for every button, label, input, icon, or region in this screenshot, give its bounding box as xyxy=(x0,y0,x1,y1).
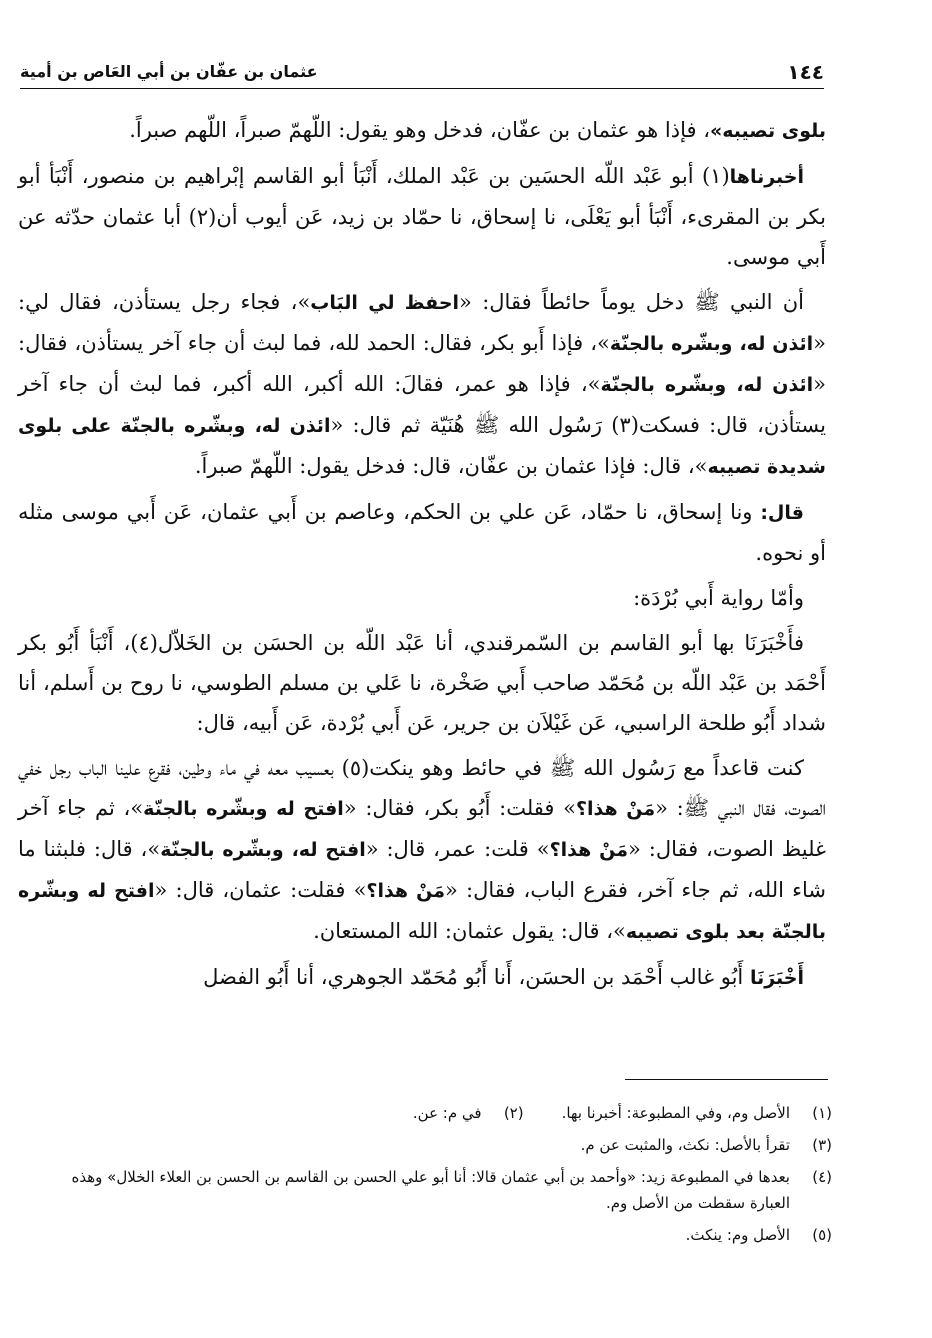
bold-text: افتح له وبشّره بالجنّة xyxy=(143,798,344,820)
footnote-number: (٣) xyxy=(812,1136,832,1154)
footnote-divider xyxy=(625,1079,828,1080)
footnote xyxy=(40,1164,832,1216)
text: »، قال: فلبثنا ما شاء الله، ثم جاء آخر، فقرع الباب، فقال: « xyxy=(18,837,826,902)
text: ، فإذا هو عثمان بن عفّان، فدخل وهو يقول: اللّهمّ صبراً، اللّهم صبراً. xyxy=(129,118,710,142)
paragraph xyxy=(18,282,826,487)
footnote-number: (٥) xyxy=(812,1226,832,1244)
text: »، ثم جاء آخر غليظ الصوت، فقال: « xyxy=(18,796,827,861)
text: »، قال: فإذا عثمان بن عفّان، قال: فدخل يقول: اللّهمّ صبراً. xyxy=(194,454,708,478)
bold-text: ائذن له، وبشّره بالجنّة xyxy=(600,374,814,396)
bold-text: أخبرناها xyxy=(729,166,804,188)
paragraph xyxy=(18,578,826,618)
bold-text: مَنْ هذا؟ xyxy=(575,798,656,820)
footnote-number: (١) xyxy=(812,1104,832,1122)
footnote xyxy=(40,1222,832,1248)
bold-text: مَنْ هذا؟ xyxy=(549,839,628,861)
text: كنت قاعداً مع رَسُول الله ﷺ في حائط وهو ينكت(٥) بعسيب معه في ماء وطين، فقرع علينا الباب رجل خفي الصوت، فقال النبي ﷺ: « xyxy=(18,756,826,820)
page-number: ١٤٤ xyxy=(787,60,824,84)
footnote xyxy=(40,1100,832,1126)
paragraph xyxy=(18,492,826,573)
footnotes xyxy=(40,1100,832,1254)
running-header xyxy=(20,58,824,89)
bold-text: افتح له، وبشّره بالجنّة xyxy=(160,839,366,861)
header-title: عثمان بن عفّان بن أبي العَاص بن أمية xyxy=(20,62,318,81)
footnote-number: (٤) xyxy=(812,1168,832,1186)
paragraph xyxy=(18,623,826,743)
footnote-number: (٢) xyxy=(503,1104,524,1122)
paragraph xyxy=(18,748,826,952)
text: » فقلت: عثمان، قال: « xyxy=(154,878,367,902)
bold-text: أَخْبَرَنَا xyxy=(749,967,804,989)
footnote-text: في م: عن. xyxy=(412,1104,482,1122)
text: »، قال: يقول عثمان: الله المستعان. xyxy=(313,919,626,943)
bold-text: مَنْ هذا؟ xyxy=(366,880,446,902)
footnote-text: الأصل وم، وفي المطبوعة: أخبرنا بها. xyxy=(561,1104,790,1122)
footnote-text: تقرأ بالأصل: نكث، والمثبت عن م. xyxy=(580,1136,790,1154)
bold-text: افتح له وبشّره بالجنّة بعد بلوى تصيبه xyxy=(18,880,826,943)
footnote xyxy=(40,1132,832,1158)
bold-text: ائذن له، وبشّره بالجنّة xyxy=(609,333,814,355)
footnote-text: الأصل وم: ينكث. xyxy=(685,1226,790,1244)
text: ونا إسحاق، نا حمّاد، عَن علي بن الحكم، وعاصم بن أَبي عثمان، عَن أَبي موسى مثله أو نحوه. xyxy=(18,500,826,565)
bold-text: قال: xyxy=(760,502,804,524)
bold-text: احفظ لي البَاب xyxy=(310,292,460,314)
paragraph xyxy=(18,110,826,151)
paragraph xyxy=(18,957,826,998)
footnote-text: بعدها في المطبوعة زيد: «وأحمد بن أبي عثمان قالا: أنا أبو علي الحسن بن القاسم بن الحسن بن العلاء الخلال» وهذه العبارة سقطت من الأصل وم. xyxy=(71,1168,790,1212)
text: »، فإذا هو عمر، فقالَ: الله أكبر، الله أكبر، فما لبث أن جاء آخر يستأذن، قال: فسكت(٣) رَسُول الله ﷺ هُنَيّة ثم قال: « xyxy=(18,372,826,437)
text: وأمّا رواية أَبي بُرْدَة: xyxy=(633,586,804,610)
text: (١) أبو عَبْد اللّه الحسَين بن عَبْد الملك، أَنْبَأ أبو القاسم إبْراهيم بن منصور، أَنْبَأ أبو بكر بن المقرىء، أَنْبَأ أبو يَعْلَى، نا إسحاق، نا حمّاد بن زيد، عَن أيوب أن(٢) أبا عثمان حدّثه عن أَبي موسى. xyxy=(18,164,826,269)
text: »، فجاء رجل يستأذن، فقال لي: « xyxy=(18,290,826,355)
bold-text: ائذن له، وبشّره بالجنّة على بلوى شديدة تصيبه xyxy=(18,415,826,478)
paragraph xyxy=(18,156,826,277)
text: فأَخْبَرَنَا بها أبو القاسم بن السّمرقندي، أنا عَبْد اللّه بن الحسَن بن الخَلاّل(٤)، أَنْبَأ أَبُو بكر أَحْمَد بن عَبْد اللّه بن مُحَمّد صاحب أَبي صَخْرة، نا عَلي بن مسلم الطوسي، نا روح بن أَسلم، أنا شداد أَبُو طلحة الراسبي، عَن غَيْلاَن بن جرير، عَن أَبي بُرْدة، عَن أَبيه، قال: xyxy=(18,631,826,735)
text: أَبُو غالب أَحْمَد بن الحسَن، أَنا أَبُو مُحَمّد الجوهري، أنا أَبُو الفضل xyxy=(203,965,750,989)
bold-text: بلوى تصيبه» xyxy=(710,120,826,142)
text: » قلت: عمر، قال: « xyxy=(365,837,550,861)
text: » فقلت: أَبُو بكر، فقال: « xyxy=(343,796,576,820)
text: أن النبي ﷺ دخل يوماً حائطاً فقال: « xyxy=(459,290,804,314)
main-text xyxy=(18,110,826,1003)
text: »، فإذا أَبو بكر، فقال: الحمد لله، فما لبث أن جاء آخر يستأذن، فقال: « xyxy=(18,331,827,396)
